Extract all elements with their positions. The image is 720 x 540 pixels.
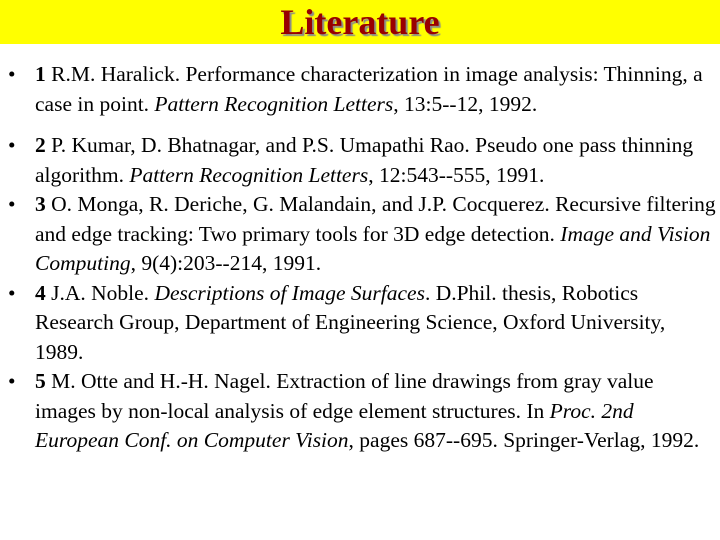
reference-text: P. Kumar, D. Bhatnagar, and P.S. Umapathi Rao. Pseudo one pass thinning algorithm. bbox=[35, 133, 694, 187]
reference-number: 5 bbox=[35, 369, 46, 393]
reference-venue: Proc. 2nd European Conf. on Computer Vision bbox=[35, 398, 634, 452]
reference-details: , 13:5--12, 1992. bbox=[393, 91, 538, 116]
title-bar bbox=[0, 0, 720, 44]
reference-text: J.A. Noble. bbox=[45, 280, 155, 305]
reference-details: . D.Phil. thesis, Robotics Research Group, Department of Engineering Science, Oxford University, 1989. bbox=[35, 280, 666, 364]
reference-item bbox=[8, 60, 718, 119]
reference-number: 1 bbox=[35, 62, 46, 86]
reference-venue: Pattern Recognition Letters bbox=[129, 162, 369, 187]
reference-details: , 9(4):203--214, 1991. bbox=[130, 251, 322, 275]
bullet-icon: • bbox=[8, 62, 16, 86]
reference-number: 4 bbox=[35, 280, 46, 305]
reference-item bbox=[8, 367, 718, 456]
reference-venue: Descriptions of Image Surfaces bbox=[154, 280, 425, 305]
reference-text: R.M. Haralick. Performance characterization in image analysis: Thinning, a case in point. bbox=[35, 62, 703, 116]
bullet-icon: • bbox=[8, 280, 16, 305]
bullet-icon: • bbox=[8, 369, 16, 393]
slide-title: Literature bbox=[280, 2, 440, 42]
reference-number: 3 bbox=[35, 192, 46, 216]
bullet-icon: • bbox=[8, 192, 16, 216]
reference-details: , pages 687--695. Springer-Verlag, 1992. bbox=[348, 428, 700, 452]
reference-text: M. Otte and H.-H. Nagel. Extraction of line drawings from gray value images by non-local analysis of edge element structures. In bbox=[35, 369, 654, 423]
reference-item bbox=[8, 131, 718, 190]
reference-text: O. Monga, R. Deriche, G. Malandain, and J.P. Cocquerez. Recursive filtering and edge tracking: Two primary tools for 3D edge detection. bbox=[35, 192, 716, 246]
reference-venue: Image and Vision Computing bbox=[35, 221, 711, 275]
reference-list bbox=[8, 60, 718, 456]
reference-number: 2 bbox=[35, 133, 46, 157]
reference-venue: Pattern Recognition Letters bbox=[154, 91, 394, 116]
reference-item bbox=[8, 279, 718, 368]
reference-details: , 12:543--555, 1991. bbox=[368, 162, 545, 187]
bullet-icon: • bbox=[8, 133, 16, 157]
reference-item bbox=[8, 190, 718, 279]
